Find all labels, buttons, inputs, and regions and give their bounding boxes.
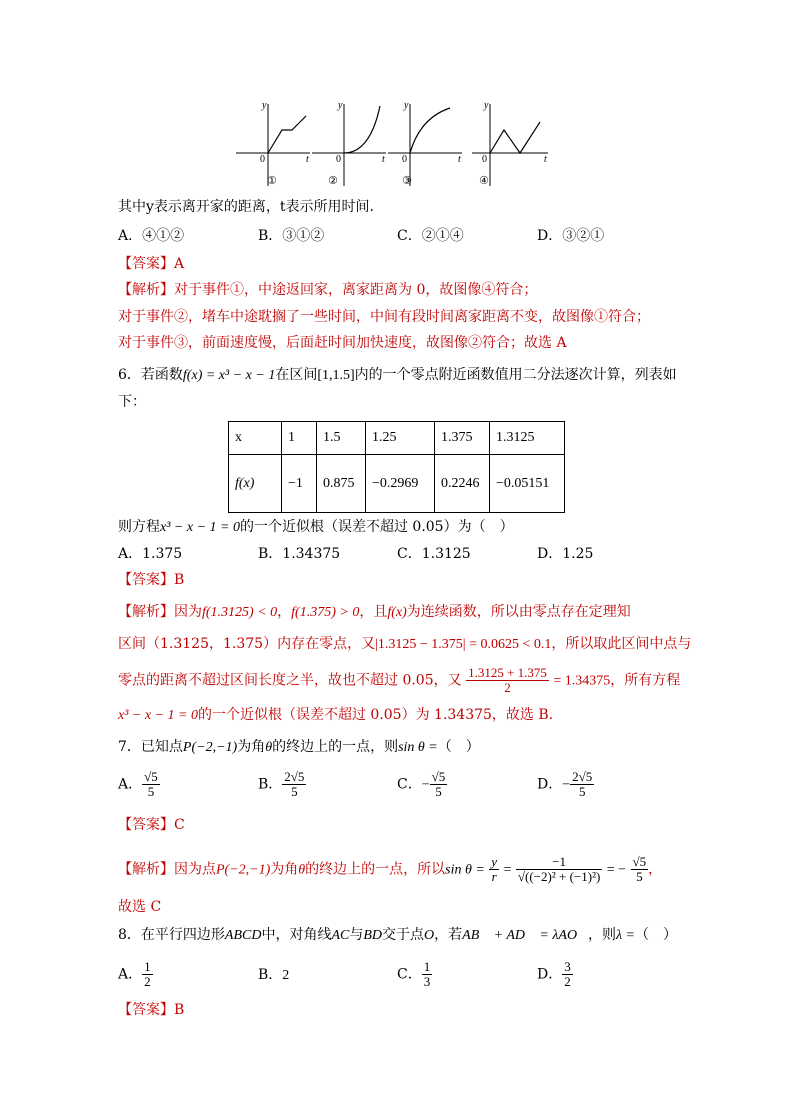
q8-option-c[interactable]: C． $\frac{1}{3}$ — [397, 959, 431, 989]
graph-4 — [468, 100, 548, 190]
q5-option-d[interactable]: D．③②① — [537, 228, 605, 244]
q5-analysis-3: 对于事件③，前面速度慢，后面赶时间加快速度，故图像②符合；故选 A — [118, 335, 567, 351]
q6-analysis-2: 区间（1.3125，1.375）内存在零点，又|1.3125 − 1.375| = 0.0625 < 0.1，所以取此区间中点与 — [118, 636, 692, 652]
q7-option-a[interactable]: A． $\frac{√5}{5}$ — [118, 769, 158, 799]
q5-analysis-2: 对于事件②，堵车中途耽搁了一些时间，中间有段时间离家距离不变，故图像①符合； — [118, 309, 650, 325]
q6-option-b[interactable]: B．1.34375 — [258, 546, 341, 562]
table-cell: 1 — [282, 422, 317, 455]
q6-analysis-3: 零点的距离不超过区间长度之半，故也不超过 0.05，又 $\frac{1.3125 + 1.375}{2}$ = 1.34375，所有方程 — [118, 665, 681, 695]
graph-2-origin: 0 — [336, 154, 341, 165]
q5-note: 其中y表示离开家的距离，t表示所用时间. — [118, 199, 374, 215]
graph-2-y-label: y — [338, 100, 343, 111]
graph-1-y-label: y — [262, 100, 267, 111]
q5-option-a[interactable]: A．④①② — [118, 228, 185, 244]
q7-option-b[interactable]: B． $\frac{2√5}{5}$ — [258, 769, 305, 799]
q6-analysis-1: 【解析】因为f(1.3125) < 0，f(1.375) > 0，且f(x)为连续函数，所以由零点存在定理知 — [118, 604, 631, 620]
q7-answer: 【答案】C — [118, 817, 185, 833]
graph-2 — [308, 100, 388, 190]
q7-analysis-final: 故选 C — [118, 899, 162, 915]
q6-function: f(x) = x³ − x − 1 — [182, 368, 276, 383]
q7-analysis: 【解析】因为点P(−2,−1)为角θ的终边上的一点，所以sin θ = $\frac{y}{r}$ = $\frac{-1}{\text{√((−2)² + (−1)²)}}$ = − $\frac{√5}{5}$ ， — [118, 854, 663, 884]
graph-2-t-label: t — [382, 154, 385, 165]
q6-answer: 【答案】B — [118, 572, 185, 588]
q6-option-a[interactable]: A．1.375 — [118, 546, 183, 562]
q6-option-d[interactable]: D．1.25 — [537, 546, 594, 562]
q5-answer: 【答案】A — [118, 256, 185, 272]
graph-3-t-label: t — [458, 154, 461, 165]
q7-option-d[interactable]: D．− $\frac{2√5}{5}$ — [537, 769, 593, 799]
q6-midpoint-fraction: $\frac{1.3125 + 1.375}{2}$ — [468, 665, 547, 695]
q8-option-d[interactable]: D． $\frac{3}{2}$ — [537, 959, 571, 989]
q5-option-b[interactable]: B．③①② — [258, 228, 325, 244]
q6-value-table — [228, 421, 565, 513]
graph-3-y-label: y — [404, 100, 409, 111]
graph-1-t-label: t — [306, 154, 309, 165]
table-cell: 0.875 — [317, 455, 366, 513]
q7-stem: 7．已知点P(−2,−1)为角θ的终边上的一点，则sin θ =（ ） — [118, 739, 480, 755]
q7-option-c[interactable]: C．− $\frac{√5}{5}$ — [397, 769, 446, 799]
graph-1 — [232, 100, 312, 190]
table-cell: 1.375 — [435, 422, 490, 455]
graph-3-origin: 0 — [402, 154, 407, 165]
q8-stem: 8．在平行四边形ABCD中，对角线AC与BD交于点O，若AB⃗ + AD⃗ = λAO⃗，则λ =（ ） — [118, 927, 677, 943]
q6-stem-line2: 下： — [118, 394, 146, 410]
table-cell: −0.2969 — [366, 455, 435, 513]
table-cell: 1.3125 — [490, 422, 565, 455]
table-cell: x — [229, 422, 282, 455]
graph-3 — [384, 100, 464, 190]
graph-1-label: ① — [267, 174, 277, 187]
q6-stem-line1: 6．若函数f(x) = x³ − x − 1在区间[1,1.5]内的一个零点附近函数值用二分法逐次计算，列表如 — [118, 367, 677, 383]
q6-option-c[interactable]: C．1.3125 — [397, 546, 471, 562]
q8-option-a[interactable]: A． $\frac{1}{2}$ — [118, 959, 151, 989]
table-row — [229, 455, 565, 513]
table-row — [229, 422, 565, 455]
q5-option-c[interactable]: C．②①④ — [397, 228, 464, 244]
graph-2-label: ② — [328, 174, 338, 187]
table-cell: f(x) — [229, 455, 282, 513]
table-cell: −1 — [282, 455, 317, 513]
q6-interval: [1,1.5] — [317, 368, 355, 383]
q8-option-b[interactable]: B．2 — [258, 967, 290, 983]
graph-4-y-label: y — [484, 100, 489, 111]
graph-4-origin: 0 — [482, 154, 487, 165]
graph-4-t-label: t — [544, 154, 547, 165]
q5-analysis-1: 【解析】对于事件①，中途返回家，离家距离为 0，故图像④符合； — [118, 282, 538, 298]
table-cell: −0.05151 — [490, 455, 565, 513]
table-cell: 0.2246 — [435, 455, 490, 513]
graph-4-label: ④ — [479, 174, 489, 187]
graph-1-origin: 0 — [260, 154, 265, 165]
q6-analysis-4: x³ − x − 1 = 0的一个近似根（误差不超过 0.05）为 1.34375，故选 B. — [118, 707, 554, 723]
table-cell: 1.5 — [317, 422, 366, 455]
q8-answer: 【答案】B — [118, 1002, 185, 1018]
table-cell: 1.25 — [366, 422, 435, 455]
graph-3-label: ③ — [402, 174, 412, 187]
q6-question: 则方程x³ − x − 1 = 0的一个近似根（误差不超过 0.05）为（ ） — [118, 519, 514, 535]
